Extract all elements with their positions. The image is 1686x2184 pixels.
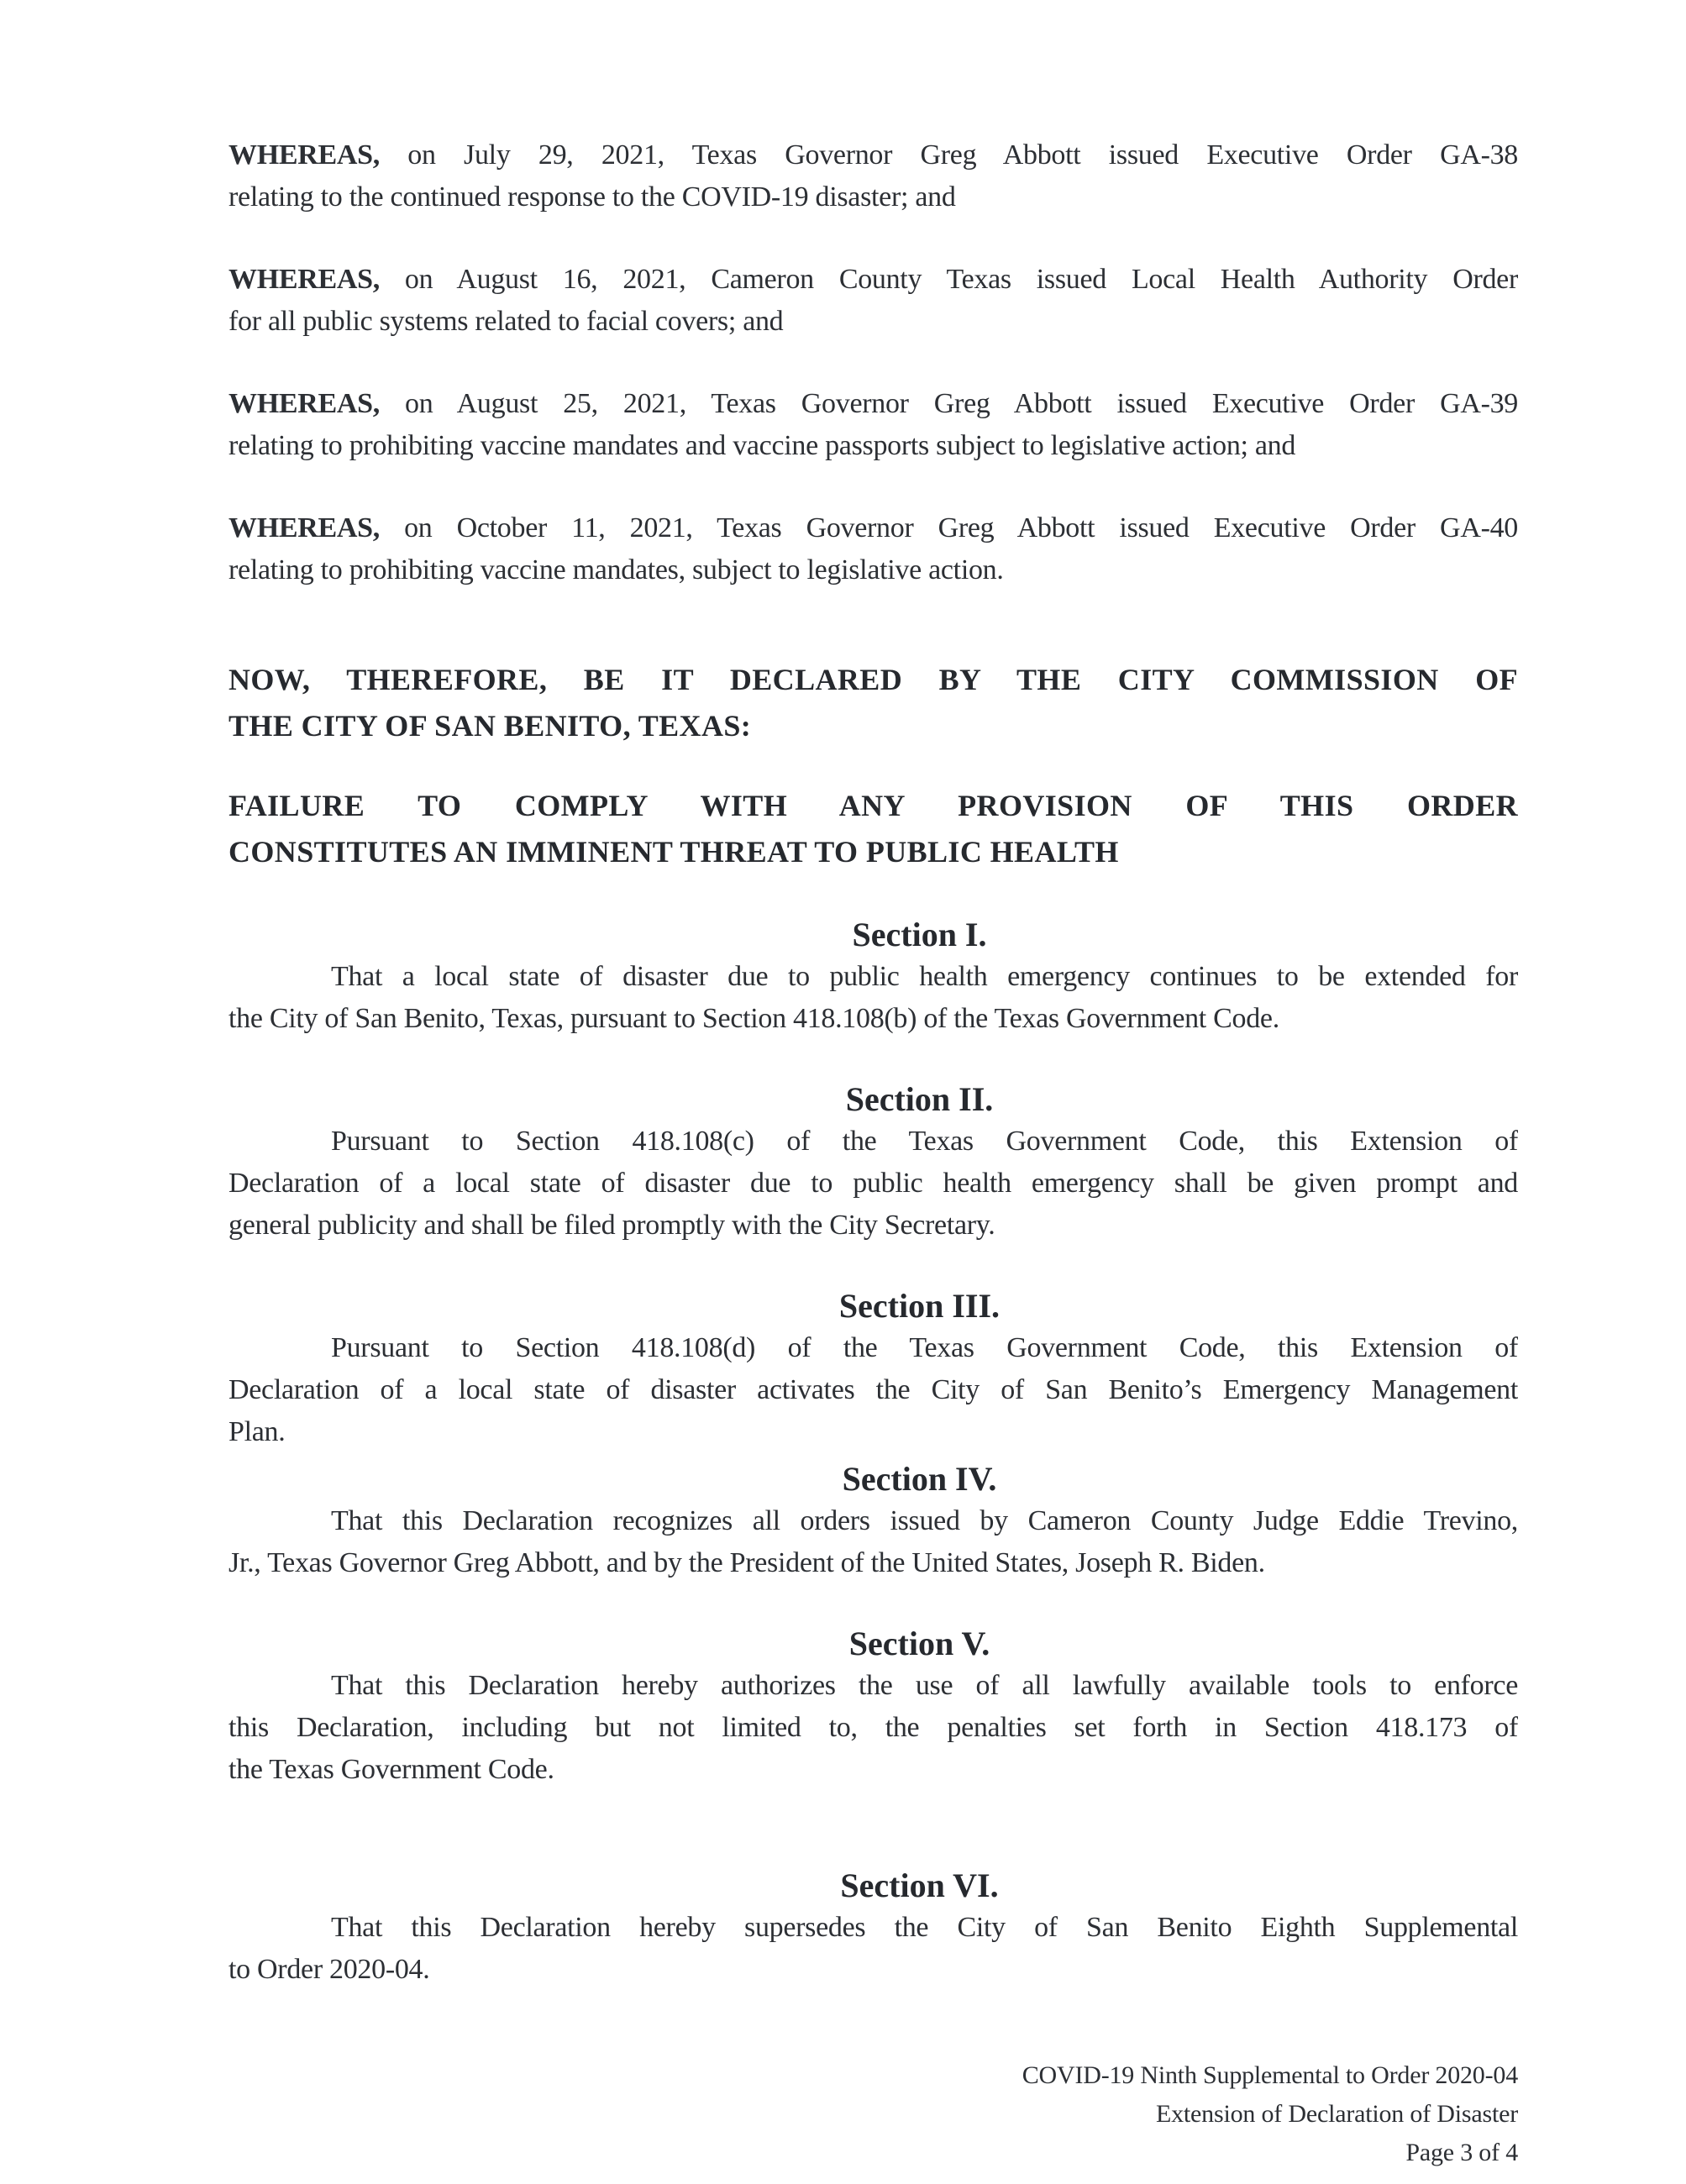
text-line: relating to the continued response to the COVID-19 disaster; and — [228, 181, 956, 213]
document-body — [228, 134, 1518, 1991]
proclamation — [228, 783, 1518, 875]
text-line: the Texas Government Code. — [228, 1754, 554, 1785]
section-3 — [228, 1285, 1518, 1453]
whereas-lead: WHEREAS, — [228, 512, 405, 543]
section-2 — [228, 1079, 1518, 1247]
whereas-lead: WHEREAS, — [228, 139, 408, 171]
proclamation-line: NOW, THEREFORE, BE IT DECLARED BY THE CITY COMMISSION OF — [228, 663, 1518, 696]
section-4 — [228, 1458, 1518, 1584]
text-line: Jr., Texas Governor Greg Abbott, and by the President of the United States, Joseph R. Biden. — [228, 1547, 1265, 1578]
whereas-lead: WHEREAS, — [228, 264, 405, 295]
whereas-paragraph — [228, 134, 1518, 218]
text-line: WHEREAS, on October 11, 2021, Texas Governor Greg Abbott issued Executive Order GA-40 — [228, 512, 1518, 543]
text-line: Declaration of a local state of disaster activates the City of San Benito’s Emergency Management — [228, 1374, 1518, 1405]
text-line: Declaration of a local state of disaster due to public health emergency shall be given prompt and — [228, 1168, 1518, 1199]
section-1 — [228, 914, 1518, 1040]
text-line: this Declaration, including but not limited to, the penalties set forth in Section 418.173 of — [228, 1712, 1518, 1743]
whereas-paragraph — [228, 507, 1518, 591]
section-heading: Section III. — [838, 1287, 1001, 1325]
proclamation-line: CONSTITUTES AN IMMINENT THREAT TO PUBLIC HEALTH — [228, 835, 1119, 869]
text-line: That this Declaration recognizes all orders issued by Cameron County Judge Eddie Trevino, — [331, 1505, 1518, 1536]
page-footer — [1022, 2056, 1518, 2172]
text-line: That this Declaration hereby authorizes the use of all lawfully available tools to enforce — [331, 1670, 1518, 1701]
proclamation-line: FAILURE TO COMPLY WITH ANY PROVISION OF THIS ORDER — [228, 789, 1518, 822]
text-line: Pursuant to Section 418.108(d) of the Texas Government Code, this Extension of — [331, 1332, 1518, 1363]
proclamation — [228, 657, 1518, 749]
text-line: general publicity and shall be filed promptly with the City Secretary. — [228, 1210, 995, 1241]
section-heading: Section V. — [848, 1625, 990, 1662]
section-heading: Section I. — [852, 916, 987, 953]
text-line: WHEREAS, on July 29, 2021, Texas Governor Greg Abbott issued Executive Order GA-38 — [228, 139, 1518, 171]
text-line: the City of San Benito, Texas, pursuant to Section 418.108(b) of the Texas Government Code. — [228, 1003, 1279, 1034]
text-line: Pursuant to Section 418.108(c) of the Texas Government Code, this Extension of — [331, 1126, 1518, 1157]
section-heading: Section II. — [845, 1080, 994, 1118]
text-line: WHEREAS, on August 16, 2021, Cameron County Texas issued Local Health Authority Order — [228, 264, 1518, 295]
section-heading: Section IV. — [842, 1460, 997, 1498]
whereas-paragraph — [228, 383, 1518, 467]
text-line: Plan. — [228, 1416, 286, 1447]
text-line: That this Declaration hereby supersedes the City of San Benito Eighth Supplemental — [331, 1912, 1518, 1943]
text-line: relating to prohibiting vaccine mandates, subject to legislative action. — [228, 554, 1004, 585]
footer-document-title: COVID-19 Ninth Supplemental to Order 2020-04 — [1022, 2061, 1518, 2089]
text-line: WHEREAS, on August 25, 2021, Texas Governor Greg Abbott issued Executive Order GA-39 — [228, 388, 1518, 419]
text-line: for all public systems related to facial covers; and — [228, 306, 784, 337]
text-line: That a local state of disaster due to public health emergency continues to be extended for — [331, 961, 1518, 992]
whereas-lead: WHEREAS, — [228, 388, 406, 419]
section-heading: Section VI. — [840, 1866, 999, 1904]
section-6 — [228, 1865, 1518, 1991]
text-line: to Order 2020-04. — [228, 1954, 430, 1985]
footer-document-subtitle: Extension of Declaration of Disaster — [1156, 2100, 1518, 2128]
proclamation-line: THE CITY OF SAN BENITO, TEXAS: — [228, 709, 752, 743]
text-line: relating to prohibiting vaccine mandates and vaccine passports subject to legislative action; and — [228, 430, 1296, 461]
section-5 — [228, 1623, 1518, 1791]
whereas-paragraph — [228, 259, 1518, 343]
footer-page-number: Page 3 of 4 — [1405, 2139, 1518, 2166]
